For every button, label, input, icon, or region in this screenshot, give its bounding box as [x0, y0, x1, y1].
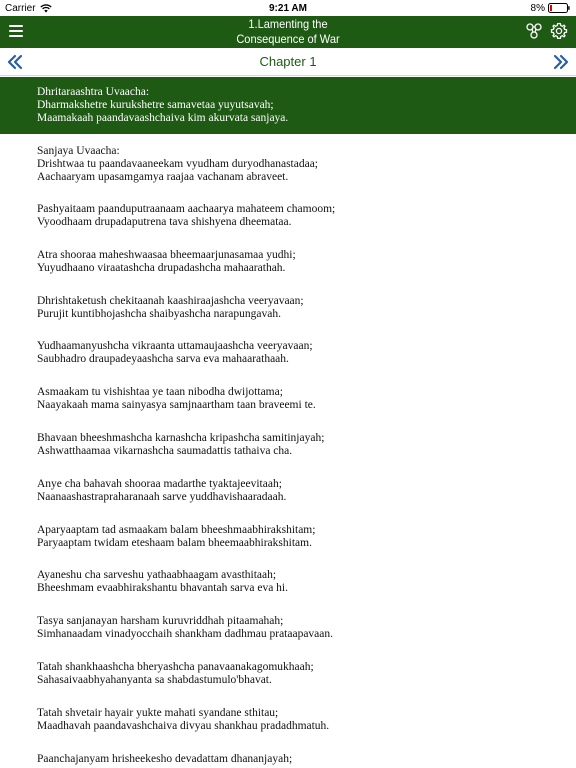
verse-line: Simhanaadam vinadyocchaih shankham dadhmau prataapavaan. [37, 628, 334, 641]
status-right [531, 3, 570, 14]
battery-icon [548, 3, 570, 13]
verse-line: Aachaaryam upasamgamya raajaa vachanam abraveet. [37, 171, 289, 183]
verse-item[interactable] [37, 249, 567, 295]
verse-line: Saubhadro draupadeyaashcha sarva eva mahaarathaah. [37, 353, 289, 366]
verse-line: Naayakaah mama sainyasya samjnaartham taan braveemi te. [37, 399, 316, 412]
verse-line: Anye cha bahavah shooraa madarthe tyaktajeevitaah; [37, 477, 282, 490]
verse-item[interactable] [37, 524, 567, 570]
hamburger-menu-icon[interactable] [9, 25, 23, 37]
verse-item[interactable] [37, 661, 567, 707]
verse-line: Drishtwaa tu paandavaaneekam vyudham duryodhanastadaa; [37, 158, 319, 170]
gear-icon[interactable] [550, 22, 568, 40]
verse-line: Bheeshmam evaabhirakshantu bhavantah sarva eva hi. [37, 582, 288, 595]
verse-item[interactable] [37, 203, 567, 249]
verse-line: Tasya sanjanayan harsham kuruvriddhah pitaamahah; [37, 615, 284, 628]
verse-line: Atra shooraa maheshwaasaa bheemaarjunasamaa yudhi; [37, 248, 296, 261]
verse-line: Maadhavah paandavashchaiva divyau shankhau pradadhmatuh. [37, 719, 330, 732]
carrier-label: Carrier [5, 2, 36, 14]
highlight-line: Dharmakshetre kurukshetre samavetaa yuyutsavah; [37, 99, 274, 111]
verse-item[interactable] [37, 753, 567, 768]
highlight-line: Maamakaah paandavaashchaiva kim akurvata sanjaya. [37, 112, 289, 124]
verse-item[interactable] [37, 295, 567, 341]
verse-item[interactable] [37, 145, 567, 203]
verse-list [37, 145, 567, 768]
verse-line: Vyoodhaam drupadaputrena tava shishyena dheemataa. [37, 216, 292, 228]
status-bar [0, 0, 576, 16]
verse-item[interactable] [37, 707, 567, 753]
verse-line: Sahasaivaabhyahanyanta sa shabdastumulo'bhavat. [37, 673, 272, 686]
verse-item[interactable] [37, 615, 567, 661]
battery-percent: 8% [530, 2, 545, 14]
verse-line: Pashyaitaam paanduputraanaam aachaarya mahateem chamoom; [37, 203, 336, 215]
highlight-line: Dhritaraashtra Uvaacha: [37, 86, 150, 98]
verse-line: Paryaaptam twidam eteshaam balam bheemaabhirakshitam. [37, 536, 312, 549]
wifi-icon [40, 4, 52, 13]
verse-item[interactable] [37, 386, 567, 432]
highlighted-verse[interactable] [0, 77, 576, 134]
verse-item[interactable] [37, 478, 567, 524]
verse-line: Aparyaaptam tad asmaakam balam bheeshmaabhirakshitam; [37, 523, 316, 536]
verse-item[interactable] [37, 432, 567, 478]
verse-line: Tatah shankhaashcha bheryashcha panavaanakagomukhaah; [37, 660, 314, 673]
verse-line: Yudhaamanyushcha vikraanta uttamaujaashcha veeryavaan; [37, 340, 313, 353]
verse-line: Asmaakam tu vishishtaa ye taan nibodha dwijottama; [37, 386, 283, 399]
nav-bar [0, 16, 576, 48]
verse-line: Bhavaan bheeshmashcha karnashcha kripashcha samitinjayah; [37, 431, 325, 444]
chapter-title: Chapter 1 [259, 54, 317, 69]
chapter-bar [0, 48, 576, 76]
status-left [5, 3, 52, 14]
nav-title-line1: 1.Lamenting the [248, 17, 328, 31]
status-time: 9:21 AM [269, 2, 307, 14]
verse-line: Ayaneshu cha sarveshu yathaabhaagam avasthitaah; [37, 569, 277, 582]
verse-line: Purujit kuntibhojashcha shaibyashcha narapungavah. [37, 307, 281, 320]
nav-title [143, 17, 434, 47]
verse-line: Dhrishtaketush chekitaanah kaashiraajashcha veeryavaan; [37, 294, 304, 307]
verse-line: Yuyudhaano viraatashcha drupadashcha mahaarathah. [37, 261, 286, 274]
verse-item[interactable] [37, 340, 567, 386]
verse-line: Ashwatthaamaa vikarnashcha saumadattis tathaiva cha. [37, 444, 293, 457]
verse-line: Sanjaya Uvaacha: [37, 145, 120, 157]
verse-item[interactable] [37, 569, 567, 615]
next-chapter-icon[interactable] [552, 53, 570, 71]
verse-line: Paanchajanyam hrisheekesho devadattam dhananjayah; [37, 752, 293, 765]
verse-line: Naanaashastrapraharanaah sarve yuddhavishaaradaah. [37, 490, 287, 503]
verse-line: Tatah shvetair hayair yukte mahati syandane sthitau; [37, 706, 279, 719]
nav-title-line2: Consequence of War [236, 32, 340, 46]
share-icon[interactable] [525, 22, 543, 40]
